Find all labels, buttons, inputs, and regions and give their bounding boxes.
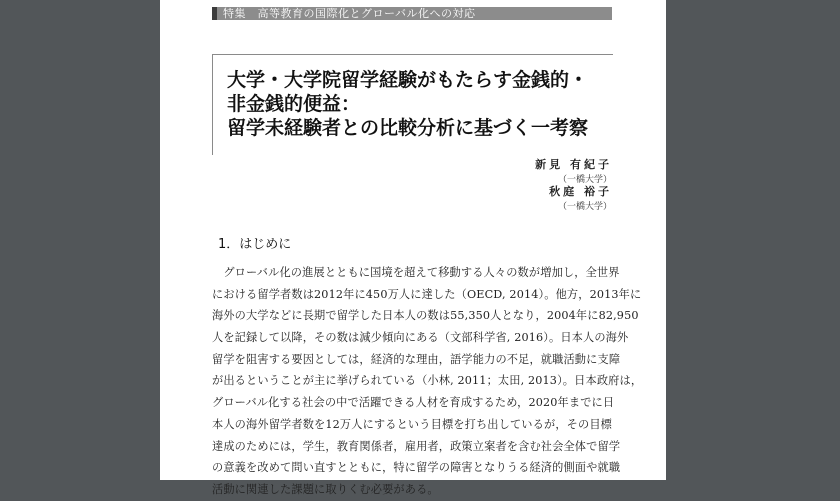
author-1 [535,156,612,185]
body-line: 人を記録して以降，その数は減少傾向にある（文部科学省, 2016）。日本人の海外 [212,331,629,345]
document-page [160,0,666,496]
feature-header-label: 特集 高等教育の国際化とグローバル化への対応 [223,7,476,20]
body-line: 達成のためには，学生，教育関係者，雇用者，政策立案者を含む社会全体で留学 [212,439,621,453]
author-name: 新見 有紀子 [535,158,612,171]
body-line: 海外の大学などに長期で留学した日本人の数は55,350人となり，2004年に82,950 [212,309,639,323]
body-line: が出るということが主に挙げられている（小林, 2011；太田, 2013）。日本政府は， [212,374,643,388]
section-heading: 1．はじめに [218,237,292,252]
author-name: 秋庭 裕子 [549,185,612,198]
body-line: における留学者数は2012年に450万人に達した（OECD, 2014）。他方，2013年に [212,287,642,301]
article-title-box [212,54,613,155]
body-line: 活動に関連した課題に取りくむ必要がある。 [212,482,439,496]
author-2 [549,183,612,212]
feature-header-band [212,7,612,20]
author-affiliation: （一橋大学） [557,202,612,212]
article-title-line-2: 非金銭的便益： [227,93,361,115]
body-line: の意義を改めて問い直すとともに，特に留学の障害となりうる経済的側面や就職 [212,461,621,475]
body-line: 本人の海外留学者数を12万人にするという目標を打ち出しているが，その目標 [212,417,613,431]
article-title-line-1: 大学・大学院留学経験がもたらす金銭的・ [227,69,589,91]
article-title-line-3: 留学未経験者との比較分析に基づく一考察 [227,117,589,139]
body-line: グローバル化の進展とともに国境を超えて移動する人々の数が増加し，全世界 [212,266,620,279]
header-marker [212,7,217,20]
author-affiliation: （一橋大学） [557,175,612,185]
body-paragraph [212,262,643,501]
body-line: 留学を阻害する要因としては，経済的な理由，語学能力の不足，就職活動に支障 [212,352,621,366]
body-line: グローバル化する社会の中で活躍できる人材を育成するため，2020年までに日 [212,396,615,410]
